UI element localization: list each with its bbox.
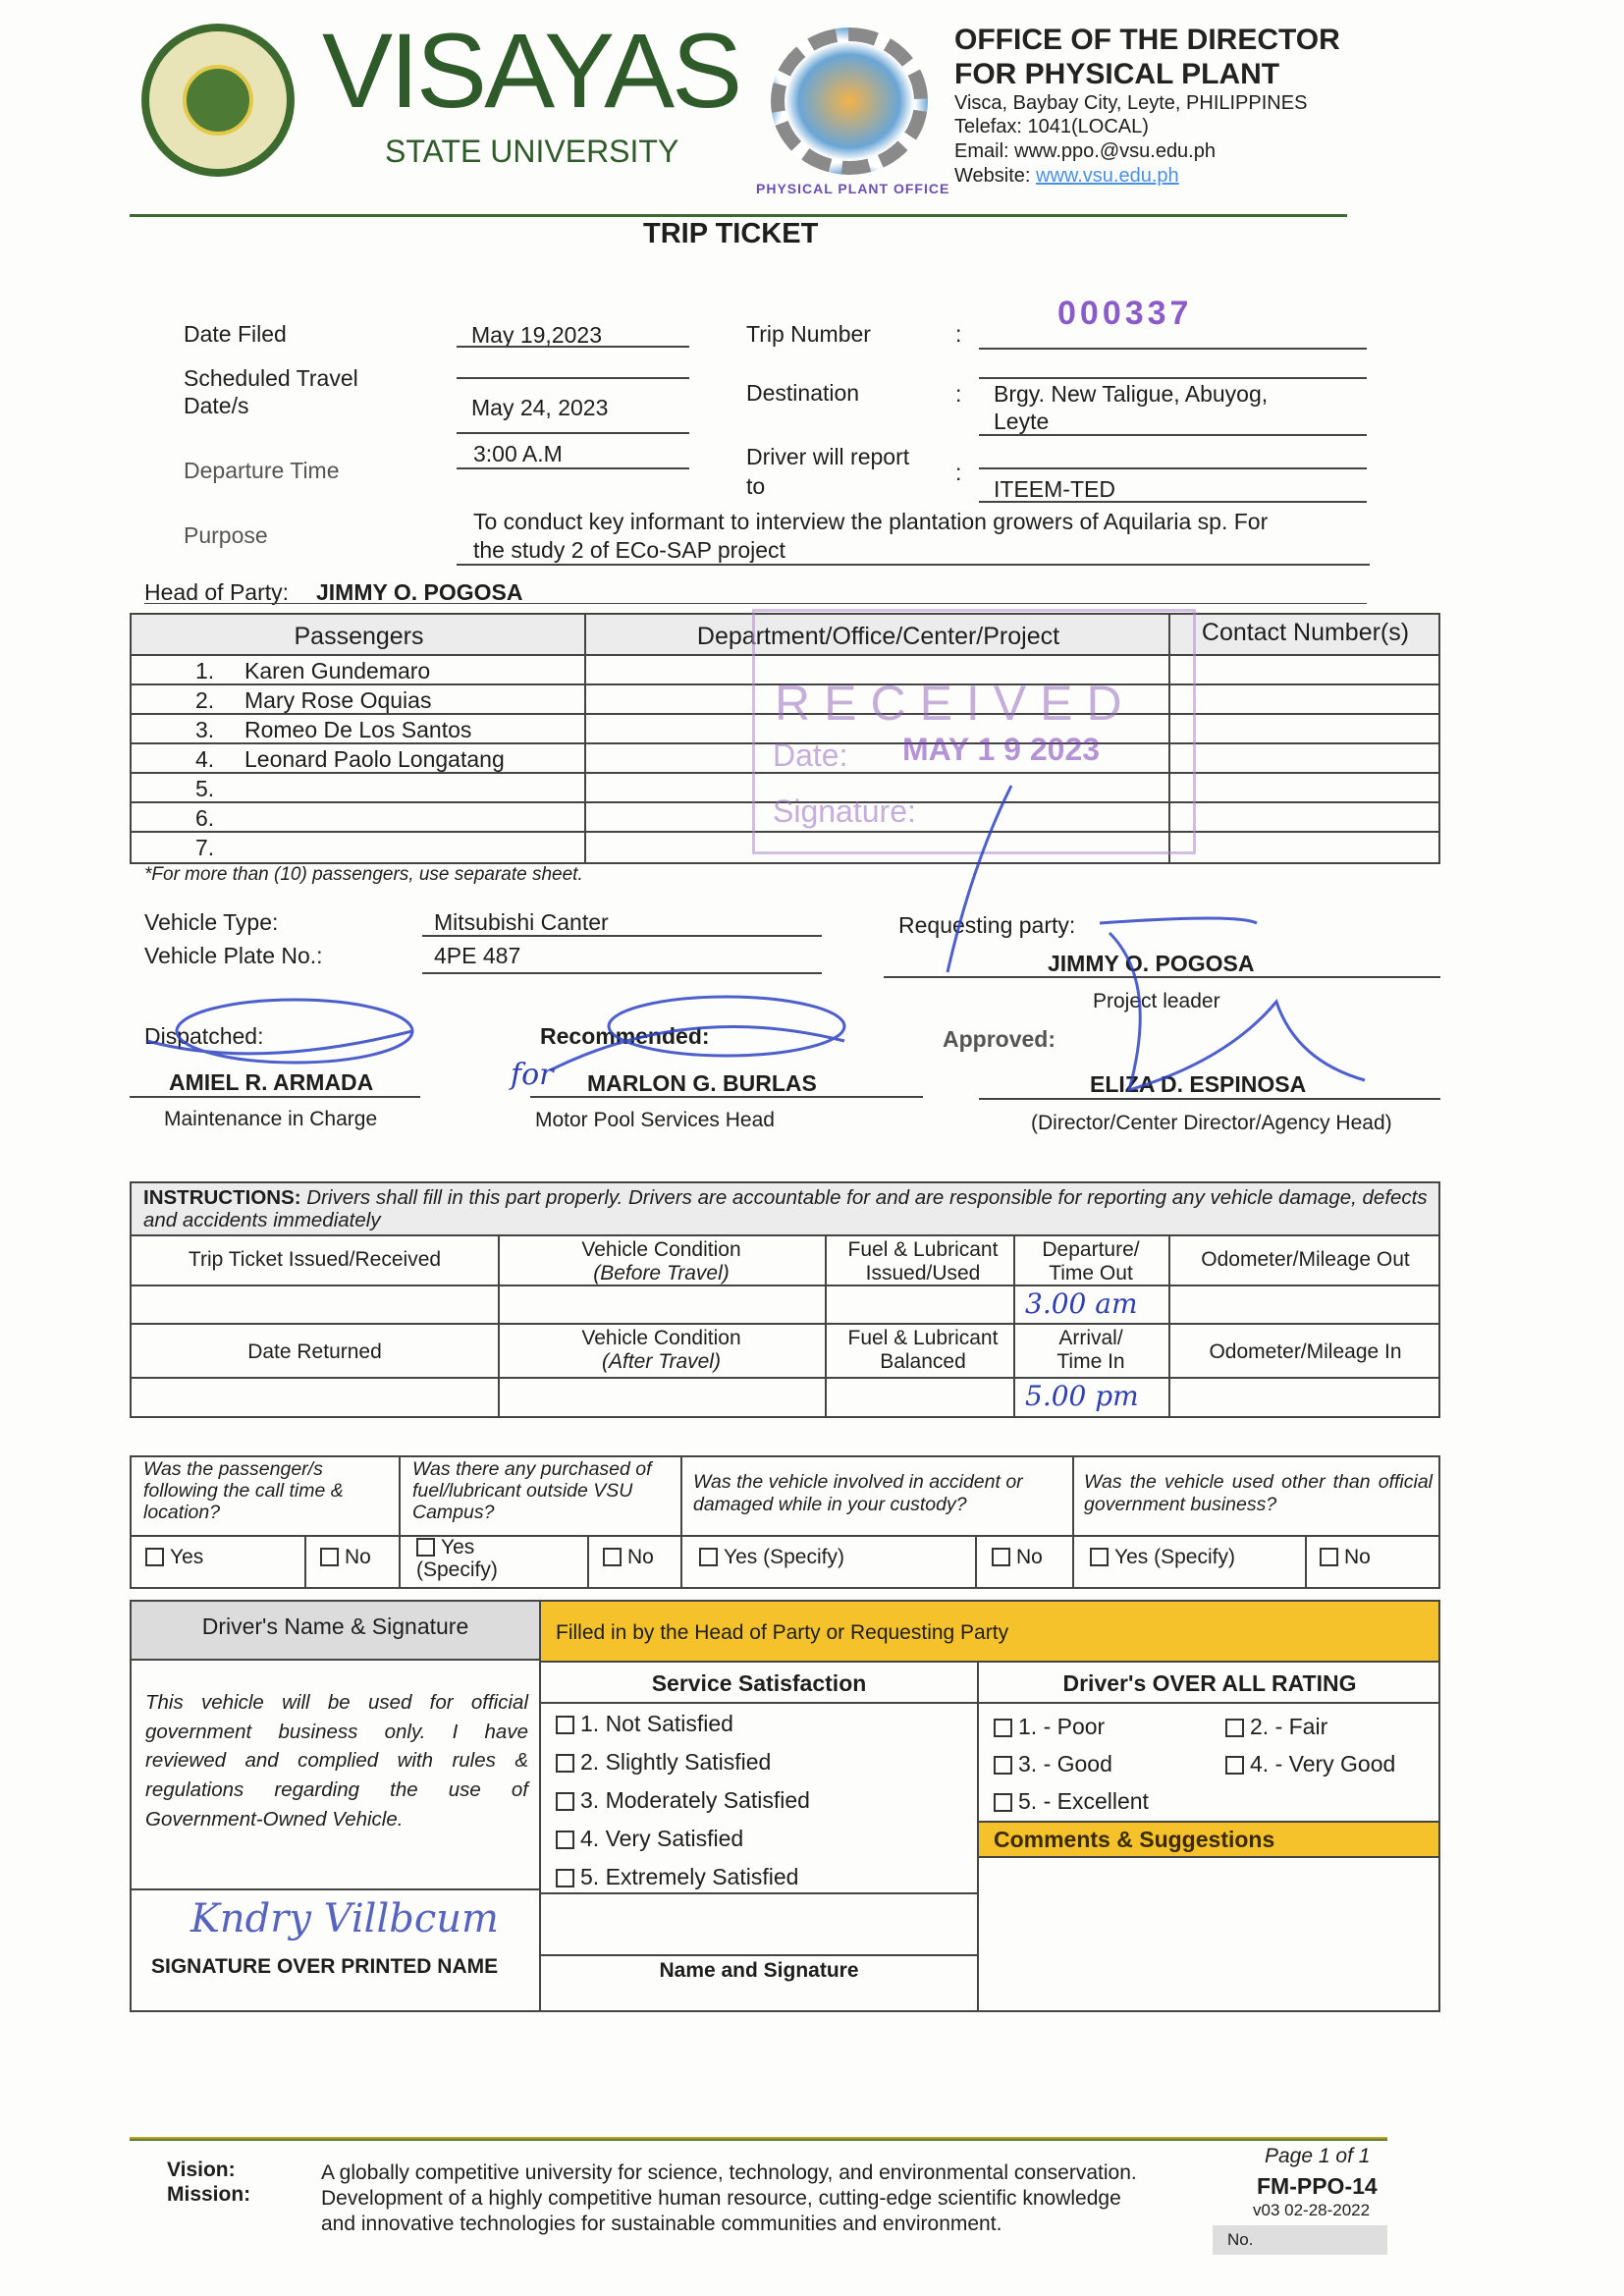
office-address: Visca, Baybay City, Leyte, PHILIPPINES [954, 92, 1308, 114]
label: 5. - Excellent [1018, 1788, 1149, 1814]
plate-label: Vehicle Plate No.: [144, 943, 323, 968]
form-no-box [1213, 2225, 1387, 2255]
approved-name: ELIZA D. ESPINOSA [1090, 1071, 1307, 1097]
time-in-handwritten: 5.00 pm [1025, 1380, 1139, 1412]
service-satisfaction-checkbox[interactable] [556, 1749, 771, 1776]
row-divider [132, 1377, 1438, 1379]
name-and-signature-label: Name and Signature [659, 1959, 859, 1982]
trip-number-label: Trip Number [746, 321, 871, 347]
stamp-title: RECEIVED [775, 676, 1136, 731]
questions-table [130, 1455, 1440, 1589]
office-telefax: Telefax: 1041(LOCAL) [954, 116, 1149, 137]
vision-label: Vision: [167, 2159, 236, 2181]
col-passengers: Passengers [294, 623, 424, 650]
comments-header: Comments & Suggestions [994, 1827, 1275, 1852]
label: Yes (Specify) [724, 1546, 844, 1568]
label: 1. - Poor [1018, 1714, 1106, 1739]
requesting-party-label: Requesting party: [898, 912, 1076, 938]
col-divider [539, 1602, 541, 2010]
q3-yes-checkbox[interactable] [699, 1546, 844, 1569]
driver-signature: Kndry Villbcum [190, 1896, 499, 1941]
dispatched-label: Dispatched: [144, 1023, 264, 1049]
question-fuel-purchase: Was there any purchased of fuel/lubricant outside VSU Campus? [412, 1458, 652, 1523]
stamp-date: MAY 1 9 2023 [902, 732, 1101, 767]
report-label-1: Driver will report [746, 444, 910, 469]
passenger-name: Romeo De Los Santos [244, 717, 472, 742]
col-contact: Contact Number(s) [1201, 619, 1410, 646]
destination-line1: Brgy. New Taligue, Abuyog, [994, 381, 1269, 407]
service-satisfaction-checkbox[interactable] [556, 1826, 743, 1852]
sched-label-2: Date/s [184, 393, 249, 418]
signature-over-printed-name: SIGNATURE OVER PRINTED NAME [151, 1955, 499, 1978]
col-odometer-out: Odometer/Mileage Out [1201, 1248, 1410, 1271]
col-fuel-issued: Fuel & Lubricant Issued/Used [847, 1238, 999, 1285]
purpose-line2: the study 2 of ECo-SAP project [473, 537, 785, 563]
usage-statement: This vehicle will be used for official government business only. I have reviewed and complied with rules & regulations regarding the use of Government-Owned Vehicle. [145, 1691, 528, 1831]
mission-label: Mission: [167, 2183, 251, 2206]
passenger-number: 6. [195, 805, 215, 831]
label: Yes [170, 1546, 204, 1568]
col-divider [680, 1457, 682, 1587]
service-satisfaction-checkbox[interactable] [556, 1711, 733, 1737]
col-divider [1305, 1535, 1307, 1587]
form-version: v03 02-28-2022 [1253, 2201, 1371, 2219]
approved-title: (Director/Center Director/Agency Head) [1031, 1112, 1392, 1134]
purpose-line1: To conduct key informant to interview the plantation growers of Aquilaria sp. For [473, 509, 1269, 534]
col-vehicle-condition-after [498, 1327, 825, 1374]
row-divider [132, 1323, 1438, 1325]
head-of-party-value: JIMMY O. POGOSA [316, 579, 523, 605]
ppo-logo-text: PHYSICAL PLANT OFFICE [756, 181, 950, 196]
sched-value: May 24, 2023 [471, 395, 609, 420]
time-out-handwritten: 3.00 am [1025, 1287, 1138, 1320]
row-divider [132, 1535, 1438, 1537]
label: No [627, 1546, 654, 1568]
col-divider [975, 1535, 977, 1587]
service-satisfaction-header: Service Satisfaction [651, 1670, 867, 1696]
destination-line2: Leyte [994, 409, 1050, 434]
label: (Specify) [416, 1558, 498, 1582]
question-call-time: Was the passenger/s following the call time & location? [143, 1458, 344, 1523]
mission-line2: and innovative technologies for sustainable communities and environment. [321, 2213, 1002, 2235]
label: (After Travel) [602, 1350, 721, 1374]
departure-value: 3:00 A.M [473, 441, 563, 466]
colon: : [955, 460, 962, 485]
requesting-party-name: JIMMY O. POGOSA [1048, 951, 1255, 976]
label: (Before Travel) [593, 1262, 730, 1285]
rating-section [130, 1600, 1440, 2012]
report-value: ITEEM-TED [994, 476, 1115, 502]
instructions-label: INSTRUCTIONS: [143, 1186, 301, 1209]
col-date-returned: Date Returned [247, 1340, 382, 1363]
label: 2. Slightly Satisfied [580, 1749, 772, 1775]
rating-fair-checkbox[interactable] [1225, 1714, 1327, 1740]
col-department: Department/Office/Center/Project [696, 623, 1060, 650]
stamp-date-label: Date: [773, 738, 848, 773]
rating-very-good-checkbox[interactable] [1225, 1751, 1395, 1777]
colon: : [955, 381, 962, 407]
vehicle-type-value: Mitsubishi Canter [434, 909, 609, 935]
col-divider [1072, 1457, 1074, 1587]
passenger-number: 1. [195, 658, 215, 683]
label: 5. Extremely Satisfied [580, 1864, 799, 1889]
date-filed-value: May 19,2023 [471, 322, 602, 348]
vehicle-type-label: Vehicle Type: [144, 909, 279, 935]
passenger-number: 5. [195, 776, 215, 801]
q2-yes-checkbox[interactable] [416, 1536, 498, 1581]
col-divider [1013, 1236, 1015, 1416]
footer-divider [130, 2137, 1387, 2141]
dispatched-title: Maintenance in Charge [164, 1108, 378, 1130]
passenger-number: 3. [195, 717, 215, 742]
row-divider [132, 1888, 539, 1890]
destination-label: Destination [746, 380, 860, 406]
recommended-for-handwritten: for [511, 1058, 554, 1092]
label: No [1016, 1546, 1043, 1568]
dispatched-name: AMIEL R. ARMADA [169, 1069, 374, 1095]
passenger-name: Leonard Paolo Longatang [244, 746, 505, 772]
col-divider [587, 1535, 589, 1587]
label: 3. - Good [1018, 1751, 1112, 1777]
col-departure-time-out: Departure/ Time Out [1042, 1238, 1140, 1285]
rating-excellent-checkbox[interactable] [994, 1788, 1149, 1815]
col-divider [825, 1236, 827, 1416]
col-arrival-time-in: Arrival/ Time In [1056, 1327, 1125, 1374]
report-label-2: to [746, 473, 766, 499]
label: 1. Not Satisfied [580, 1711, 733, 1736]
row-divider [539, 1954, 977, 1956]
driver-signature-header: Driver's Name & Signature [201, 1613, 469, 1639]
office-line1: OFFICE OF THE DIRECTOR [954, 24, 1340, 56]
passenger-number: 4. [195, 746, 215, 772]
university-subtitle: STATE UNIVERSITY [385, 134, 679, 169]
passenger-number: 7. [195, 835, 215, 860]
col-divider [304, 1535, 306, 1587]
rating-poor-checkbox[interactable] [994, 1714, 1105, 1740]
website-label: Website: [954, 165, 1036, 187]
label: 4. Very Satisfied [580, 1826, 744, 1851]
vision-text: A globally competitive university for science, technology, and environmental conservation. [321, 2161, 1137, 2184]
plate-value: 4PE 487 [434, 943, 521, 968]
col-odometer-in: Odometer/Mileage In [1209, 1340, 1402, 1363]
form-code: FM-PPO-14 [1257, 2173, 1378, 2199]
mission-line1: Development of a highly competitive human resource, cutting-edge scientific knowledge [321, 2187, 1121, 2210]
col-divider [399, 1457, 401, 1587]
rating-good-checkbox[interactable] [994, 1751, 1112, 1777]
question-accident: Was the vehicle involved in accident or damaged while in your custody? [693, 1471, 1023, 1516]
requesting-party-title: Project leader [1093, 990, 1220, 1012]
university-name: VISAYAS [322, 11, 740, 130]
instructions-text [143, 1187, 1430, 1231]
label: Vehicle Condition [581, 1327, 741, 1349]
q1-yes-checkbox[interactable] [145, 1546, 203, 1569]
col-trip-ticket-issued: Trip Ticket Issued/Received [188, 1248, 442, 1271]
head-of-party-label: Head of Party: [144, 579, 290, 605]
instructions-body: Drivers shall fill in this part properly. Drivers are accountable for and are responsible for reporting any vehicle damage, defects and accidents immediately [143, 1186, 1428, 1231]
label: 4. - Very Good [1250, 1751, 1396, 1777]
office-email: Email: www.ppo.@vsu.edu.ph [954, 140, 1216, 162]
q4-yes-checkbox[interactable] [1090, 1546, 1235, 1569]
question-other-use: Was the vehicle used other than official government business? [1084, 1471, 1433, 1516]
no-label: No. [1227, 2230, 1254, 2249]
label: Yes [441, 1536, 475, 1558]
q3-no-checkbox[interactable] [992, 1546, 1043, 1569]
label: 2. - Fair [1250, 1714, 1328, 1739]
label: 3. Moderately Satisfied [580, 1787, 810, 1813]
website-link[interactable]: www.vsu.edu.ph [1036, 165, 1179, 187]
departure-label: Departure Time [184, 458, 340, 483]
q1-no-checkbox[interactable] [320, 1546, 371, 1569]
driver-rating-header: Driver's OVER ALL RATING [1062, 1670, 1357, 1696]
office-line2: FOR PHYSICAL PLANT [954, 58, 1280, 90]
q4-no-checkbox[interactable] [1320, 1546, 1371, 1569]
passenger-name: Karen Gundemaro [244, 658, 431, 683]
q2-no-checkbox[interactable] [603, 1546, 654, 1569]
sched-label-1: Scheduled Travel [184, 365, 358, 391]
row-divider [539, 1702, 1438, 1704]
filled-by-banner: Filled in by the Head of Party or Requesting Party [556, 1621, 1009, 1644]
recommended-name: MARLON G. BURLAS [587, 1070, 817, 1096]
purpose-label: Purpose [184, 522, 268, 548]
col-vehicle-condition-before [498, 1238, 825, 1285]
row-divider [539, 1892, 977, 1894]
stamp-signature-label: Signature: [773, 793, 916, 829]
label: No [345, 1546, 371, 1568]
col-fuel-balanced: Fuel & Lubricant Balanced [847, 1327, 999, 1374]
instructions-table [130, 1181, 1440, 1418]
recommended-title: Motor Pool Services Head [535, 1109, 775, 1131]
approved-label: Approved: [943, 1026, 1056, 1052]
passenger-number: 2. [195, 687, 215, 713]
service-satisfaction-checkbox[interactable] [556, 1864, 798, 1890]
trip-number-value: 000337 [1057, 295, 1193, 332]
label: Yes (Specify) [1114, 1546, 1235, 1568]
label: No [1344, 1546, 1371, 1568]
page-title: TRIP TICKET [643, 218, 819, 249]
date-filed-label: Date Filed [184, 321, 287, 347]
service-satisfaction-checkbox[interactable] [556, 1787, 810, 1814]
page-number: Page 1 of 1 [1265, 2145, 1371, 2167]
passenger-name: Mary Rose Oquias [244, 687, 432, 713]
label: Vehicle Condition [581, 1238, 741, 1261]
colon: : [955, 321, 962, 347]
passenger-note: *For more than (10) passengers, use separate sheet. [144, 864, 583, 885]
recommended-label: Recommended: [540, 1023, 710, 1049]
